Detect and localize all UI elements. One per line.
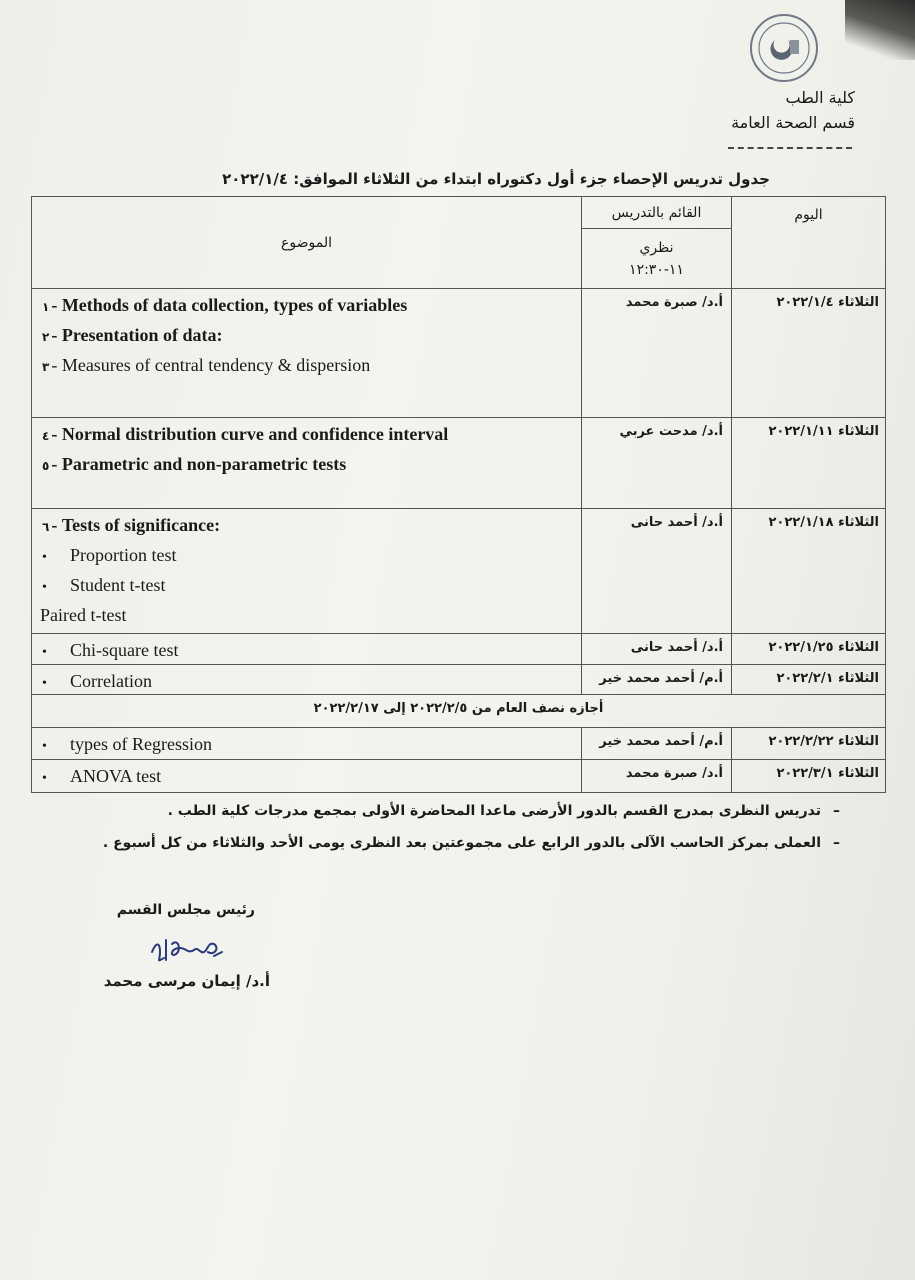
topic-bullet: • types of Regression — [42, 732, 581, 758]
midyear-break-note: أجازه نصف العام من ٢٠٢٢/٢/٥ إلى ٢٠٢٢/٢/١٧ — [32, 695, 886, 728]
day-cell: الثلاثاء ٢٠٢٢/٣/١ — [732, 760, 886, 793]
topic-cell — [32, 289, 582, 418]
table-row — [32, 760, 886, 793]
lecturer-cell: أ.م/ أحمد محمد خير — [582, 728, 732, 760]
table-row — [32, 509, 886, 634]
note-item: –العملى بمركز الحاسب الآلى بالدور الرابع على مجموعتين بعد النظرى يومى الأحد والثلاثاء من كل أسبوع . — [102, 835, 840, 851]
topic-cell — [32, 728, 582, 760]
signer-title: رئيس مجلس القسم — [116, 902, 255, 918]
schedule-table — [31, 196, 886, 793]
table-row — [32, 418, 886, 509]
department-name: قسم الصحة العامة — [731, 113, 855, 132]
topic-bullet: • Chi-square test — [42, 638, 581, 664]
topic-bullet: • Proportion test — [42, 543, 581, 573]
page-title: جدول تدريس الإحصاء جزء أول دكتوراه ابتداء من الثلاثاء الموافق: ٢٠٢٢/١/٤ — [222, 170, 770, 188]
header-day: اليوم — [732, 197, 886, 289]
day-cell: الثلاثاء ٢٠٢٢/٢/١ — [732, 665, 886, 695]
header-theory: نظري — [639, 239, 674, 256]
note-item: –تدريس النظرى بمدرج القسم بالدور الأرضى ماعدا المحاضرة الأولى بمجمع مدرجات كلية الطب . — [167, 803, 840, 819]
topic-line: ١ - Methods of data collection, types of variables — [42, 295, 408, 315]
table-row — [32, 634, 886, 665]
topic-cell — [32, 665, 582, 695]
signer-name: أ.د/ إيمان مرسى محمد — [103, 972, 270, 990]
lecturer-cell: أ.د/ صبرة محمد — [582, 289, 732, 418]
topic-cell — [32, 634, 582, 665]
lecturer-cell: أ.د/ صبرة محمد — [582, 760, 732, 793]
lecturer-cell: أ.د/ مدحت عربي — [582, 418, 732, 509]
notes-section — [60, 795, 840, 859]
topic-line: ٥ - Parametric and non-parametric tests — [42, 454, 347, 474]
header-divider — [728, 147, 852, 149]
table-row — [32, 728, 886, 760]
day-cell: الثلاثاء ٢٠٢٢/١/١٨ — [732, 509, 886, 634]
topic-line: Paired t-test — [40, 605, 127, 625]
topic-bullet: • Student t-test — [42, 573, 581, 603]
topic-cell — [32, 418, 582, 509]
faculty-seal-logo — [748, 12, 820, 84]
header-topic: الموضوع — [32, 197, 582, 289]
day-cell: الثلاثاء ٢٠٢٢/١/١١ — [732, 418, 886, 509]
handwritten-signature — [148, 930, 228, 968]
header-time: ١١-١٢:٣٠ — [629, 261, 684, 278]
topic-line: ٣ - Measures of central tendency & dispersion — [42, 355, 371, 375]
lecturer-cell: أ.د/ أحمد حانى — [582, 509, 732, 634]
holiday-row — [32, 695, 886, 728]
lecturer-cell: أ.د/ أحمد حانى — [582, 634, 732, 665]
topic-bullet: • Correlation — [42, 669, 581, 693]
topic-line: ٦ - Tests of significance: — [42, 515, 221, 535]
header-lecturer: القائم بالتدريس — [582, 197, 732, 229]
topic-line: ٤ - Normal distribution curve and confidence interval — [42, 424, 449, 444]
day-cell: الثلاثاء ٢٠٢٢/١/٤ — [732, 289, 886, 418]
topic-cell — [32, 509, 582, 634]
topic-cell — [32, 760, 582, 793]
header-row — [32, 197, 886, 229]
topic-bullet: • ANOVA test — [42, 764, 581, 790]
header-theory-time — [582, 229, 732, 289]
faculty-name: كلية الطب — [785, 88, 855, 107]
page-corner-shadow — [845, 0, 915, 60]
day-cell: الثلاثاء ٢٠٢٢/٢/٢٢ — [732, 728, 886, 760]
topic-line: ٢ - Presentation of data: — [42, 325, 223, 345]
lecturer-cell: أ.م/ أحمد محمد خير — [582, 665, 732, 695]
day-cell: الثلاثاء ٢٠٢٢/١/٢٥ — [732, 634, 886, 665]
table-row — [32, 289, 886, 418]
table-row — [32, 665, 886, 695]
